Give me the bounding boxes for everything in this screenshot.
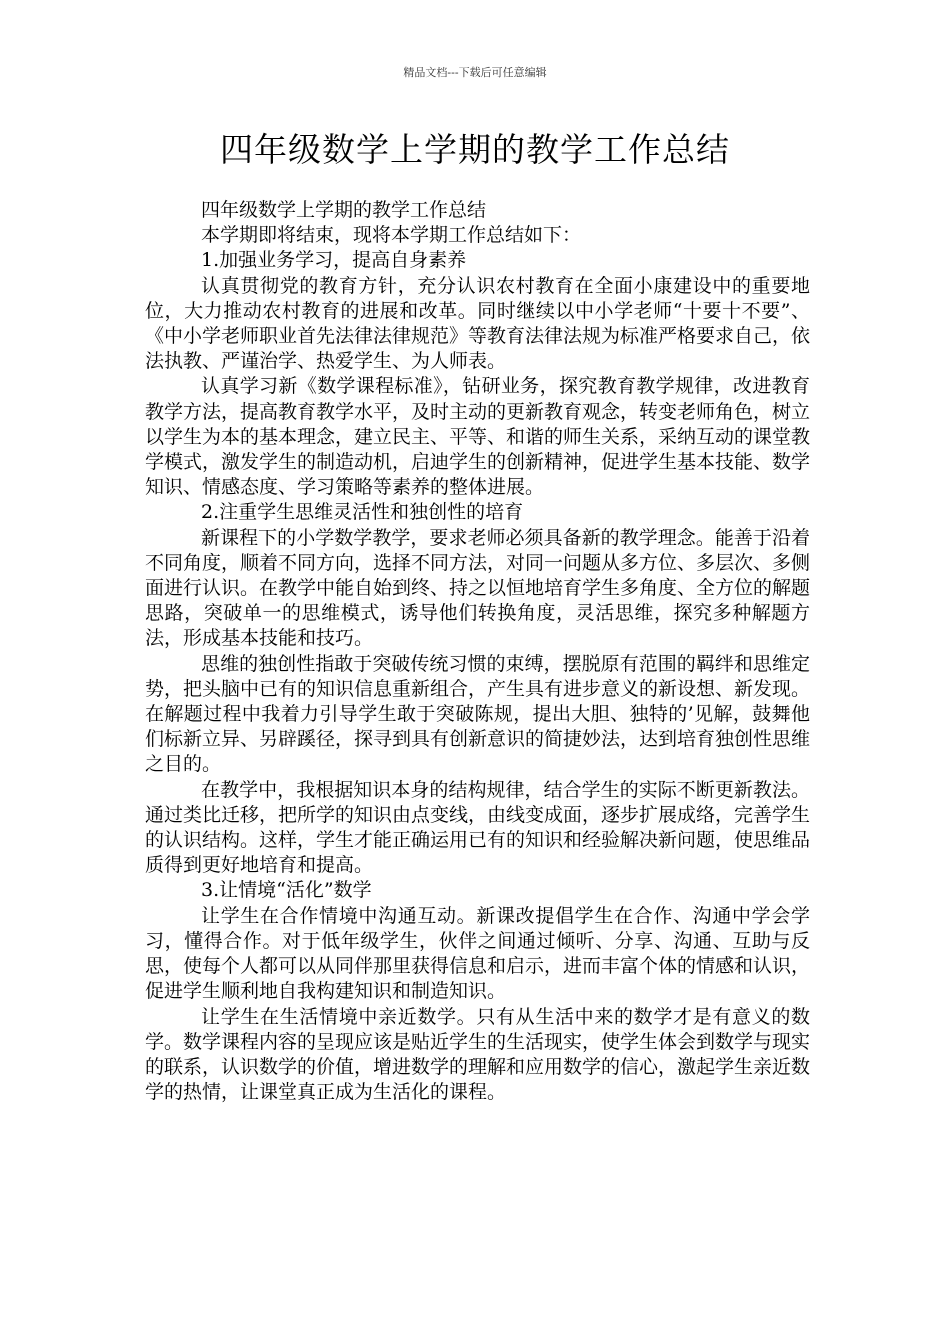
body-paragraph: 四年级数学上学期的教学工作总结 xyxy=(201,199,487,221)
document-title: 四年级数学上学期的教学工作总结 xyxy=(220,130,730,169)
body-paragraph: 认真学习新《数学课程标准》，钻研业务，探究教育教学规律，改进教育教学方法，提高教育教学水平，及时主动的更新教育观念，转变老师角色，树立以学生为本的基本理念，建立民主、平等、和谐的师生关系，采纳互动的课堂教学模式，激发学生的制造动机，启迪学生的创新精神，促进学生基本技能、数学知识、情感态度、学习策略等素养的整体进展。 xyxy=(145,375,811,499)
body-paragraph: 让学生在合作情境中沟通互动。新课改提倡学生在合作、沟通中学会学习，懂得合作。对于低年级学生，伙伴之间通过倾听、分享、沟通、互助与反思，使每个人都可以从同伴那里获得信息和启示，进而丰富个体的情感和认识，促进学生顺利地自我构建知识和制造知识。 xyxy=(145,904,811,1003)
document-body xyxy=(145,198,810,1105)
body-paragraph: 在教学中，我根据知识本身的结构规律，结合学生的实际不断更新教法。通过类比迁移，把所学的知识由点变线，由线变成面，逐步扩展成络，完善学生的认识结构。这样，学生才能正确运用已有的知识和经验解决新问题，使思维品质得到更好地培育和提高。 xyxy=(145,778,811,877)
body-paragraph: 认真贯彻党的教育方针，充分认识农村教育在全面小康建设中的重要地位，大力推动农村教育的进展和改革。同时继续以中小学老师“十要十不要”、《中小学老师职业首先法律法律规范》等教育法律法规为标准严格要求自己，依法执教、严谨治学、热爱学生、为人师表。 xyxy=(145,274,811,373)
section-heading: 3.让情境“活化”数学 xyxy=(201,879,372,902)
section-heading: 1.加强业务学习，提高自身素养 xyxy=(201,249,467,272)
body-paragraph: 思维的独创性指敢于突破传统习惯的束缚，摆脱原有范围的羁绊和思维定势，把头脑中已有的知识信息重新组合，产生具有进步意义的新设想、新发现。在解题过程中我着力引导学生敢于突破陈规，提出大胆、独特的’见解，鼓舞他们标新立异、另辟蹊径，探寻到具有创新意识的简捷妙法，达到培育独创性思维之目的。 xyxy=(145,652,811,776)
section-heading: 2.注重学生思维灵活性和独创性的培育 xyxy=(201,501,524,524)
body-paragraph: 本学期即将结束，现将本学期工作总结如下： xyxy=(201,224,582,247)
header-note: 精品文档---下载后可任意编辑 xyxy=(403,66,547,79)
body-paragraph: 新课程下的小学数学教学，要求老师必须具备新的教学理念。能善于沿着不同角度，顺着不同方向，选择不同方法，对同一问题从多方位、多层次、多侧面进行认识。在教学中能自始到终、持之以恒地培育学生多角度、全方位的解题思路，突破单一的思维模式，诱导他们转换角度，灵活思维，探究多种解题方法，形成基本技能和技巧。 xyxy=(145,526,811,650)
body-paragraph: 让学生在生活情境中亲近数学。只有从生活中来的数学才是有意义的数学。数学课程内容的呈现应该是贴近学生的生活现实，使学生体会到数学与现实的联系，认识数学的价值，增进数学的理解和应用数学的信心，激起学生亲近数学的热情，让课堂真正成为生活化的课程。 xyxy=(145,1005,811,1104)
